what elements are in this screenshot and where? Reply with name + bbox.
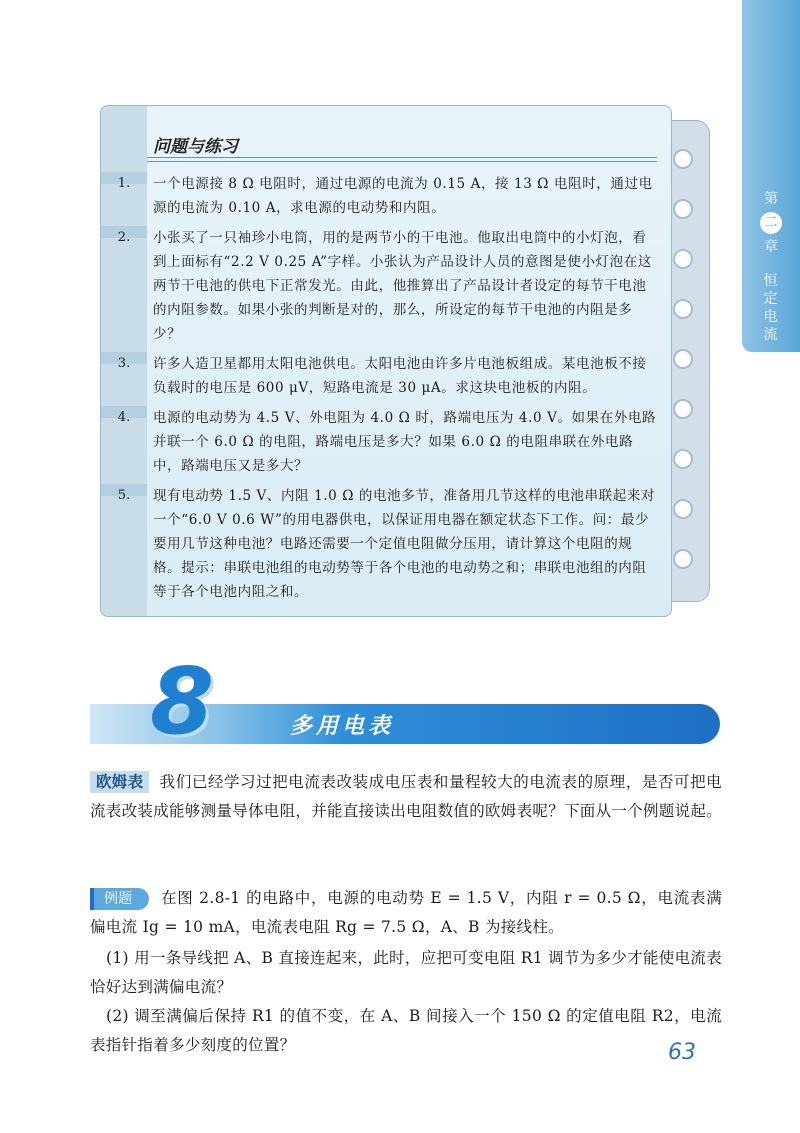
question-number: 4. bbox=[117, 410, 131, 425]
question-text: 现有电动势 1.5 V、内阻 1.0 Ω 的电池多节，准备用几节这样的电池串联起来对一个“6.0 V 0.6 W”的用电器供电，以保证用电器在额定状态下工作。问：最少要用几节这种电池？电路还需要一个定值电阻做分压用，请计算这个电阻的规格。提示：串联电池组的电动势等于各个电池的电动势之和；串联电池组的内阻等于各个电池内阻之和。 bbox=[153, 488, 656, 600]
chapter-prefix: 第 bbox=[764, 191, 778, 207]
ohmmeter-text: 我们已经学习过把电流表改装成电压表和量程较大的电流表的原理，是否可把电流表改装成能够测量导体电阻，并能直接读出电阻数值的欧姆表呢？下面从一个例题说起。 bbox=[90, 773, 723, 820]
binder-ring-icon bbox=[673, 399, 693, 419]
question-text: 一个电源接 8 Ω 电阻时，通过电源的电流为 0.15 A，接 13 Ω 电阻时，通过电源的电流为 0.10 A，求电源的电动势和内阻。 bbox=[153, 176, 653, 216]
binder-ring-icon bbox=[673, 249, 693, 269]
question-text: 小张买了一只袖珍小电筒，用的是两节小的干电池。他取出电筒中的小灯泡，看到上面标有“2.2 V 0.25 A”字样。小张认为产品设计人员的意图是使小灯泡在这两节干电池的供电下正常发光。由此，他推算出了产品设计者设定的每节干电池的内阻参数。如果小张的判断是对的，那么，所设定的每节干电池的内阻是多少？ bbox=[153, 230, 652, 342]
heading-divider bbox=[147, 161, 657, 162]
chapter-title-char: 电 bbox=[763, 309, 779, 325]
section-number: 8 bbox=[150, 648, 215, 755]
chapter-title-char: 定 bbox=[763, 291, 779, 307]
binder-ring-icon bbox=[673, 149, 693, 169]
chapter-title-char: 恒 bbox=[763, 273, 779, 289]
binder-ring-icon bbox=[673, 349, 693, 369]
binder-ring-icon bbox=[673, 199, 693, 219]
question-text: 电源的电动势为 4.5 V、外电阻为 4.0 Ω 时，路端电压为 4.0 V。如果在外电路并联一个 6.0 Ω 的电阻，路端电压是多大？如果 6.0 Ω 的电阻串联在外电路中，路端电压又是多大？ bbox=[153, 410, 657, 474]
chapter-title bbox=[748, 272, 794, 344]
question-item bbox=[101, 352, 657, 406]
example-paragraph bbox=[90, 884, 722, 942]
question-list bbox=[101, 172, 657, 610]
question-item bbox=[101, 172, 657, 226]
question-number: 1. bbox=[117, 176, 131, 191]
question-item bbox=[101, 406, 657, 484]
chapter-number-badge: 二 bbox=[760, 212, 782, 234]
example-tag: 例题 bbox=[90, 888, 149, 910]
example-text: 在图 2.8-1 的电路中，电源的电动势 E = 1.5 V，内阻 r = 0.5 Ω，电流表满偏电流 Ig = 10 mA，电流表电阻 Rg = 7.5 Ω，A、B 为接线柱。 bbox=[90, 889, 722, 936]
ohmmeter-paragraph bbox=[90, 768, 722, 826]
binder-ring-icon bbox=[673, 499, 693, 519]
exercise-panel bbox=[100, 105, 672, 617]
question-item bbox=[101, 226, 657, 352]
section-title: 多用电表 bbox=[290, 714, 395, 739]
question-item bbox=[101, 484, 657, 610]
question-number: 5. bbox=[117, 488, 131, 503]
exercise-heading: 问题与练习 bbox=[153, 137, 238, 157]
question-number: 3. bbox=[117, 356, 131, 371]
binder-ring-icon bbox=[673, 449, 693, 469]
question-text: 许多人造卫星都用太阳电池供电。太阳电池由许多片电池板组成。某电池板不接负载时的电压是 600 μV，短路电流是 30 μA。求这块电池板的内阻。 bbox=[153, 356, 647, 396]
question-number: 2. bbox=[117, 230, 131, 245]
term-tag: 欧姆表 bbox=[90, 771, 149, 793]
heading-divider bbox=[147, 157, 657, 158]
example-part-2: (2) 调至满偏后保持 R1 的值不变，在 A、B 间接入一个 150 Ω 的定值电阻 R2，电流表指针指着多少刻度的位置？ bbox=[90, 1007, 722, 1054]
page-number: 63 bbox=[668, 1040, 696, 1065]
chapter-label bbox=[748, 190, 794, 344]
chapter-side-tab bbox=[742, 0, 800, 352]
binder-ring-icon bbox=[673, 549, 693, 569]
binder-ring-icon bbox=[673, 299, 693, 319]
chapter-title-char: 流 bbox=[763, 327, 779, 343]
example-part-1: (1) 用一条导线把 A、B 直接连起来，此时，应把可变电阻 R1 调节为多少才能使电流表恰好达到满偏电流？ bbox=[90, 949, 722, 996]
chapter-suffix: 章 bbox=[764, 239, 778, 255]
